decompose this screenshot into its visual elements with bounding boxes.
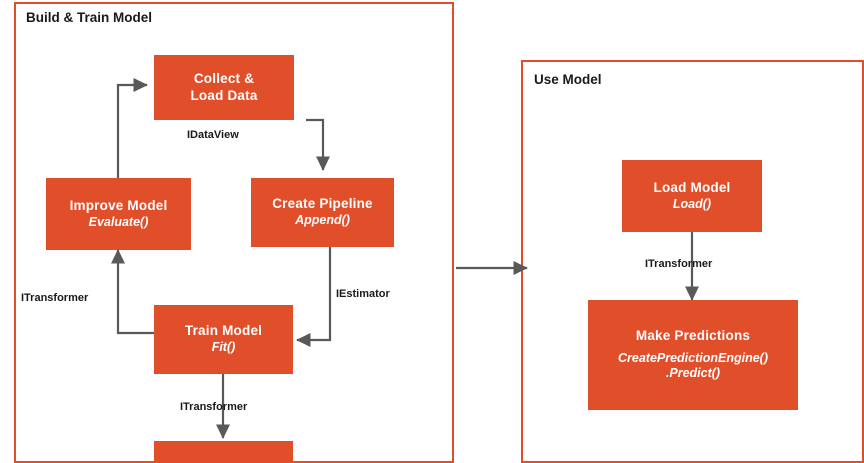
node-train-model-method: Fit() [211,340,236,355]
node-collect-load-data-title-line2: Load Data [190,87,258,103]
node-improve-model-method: Evaluate() [88,214,149,229]
node-bottom-cutoff[interactable] [154,441,293,463]
edge-label-itransformer-bottom: ITransformer [180,401,248,413]
node-load-model-title: Load Model [653,179,731,195]
edge-label-idataview: IDataView [187,129,239,141]
panel-build-train-model-title: Build & Train Model [22,10,156,25]
node-make-predictions[interactable] [588,300,798,410]
node-load-model-method: Load() [672,196,712,211]
node-improve-model-title: Improve Model [69,197,168,213]
node-create-pipeline-method: Append() [295,213,350,228]
node-train-model[interactable] [154,305,293,374]
edge-label-iestimator: IEstimator [336,288,390,300]
node-create-pipeline-title: Create Pipeline [272,196,373,212]
node-train-model-title: Train Model [184,323,263,339]
node-make-predictions-method-1: CreatePredictionEngine() [617,350,769,365]
panel-use-model-title: Use Model [530,72,606,87]
node-load-model[interactable] [622,160,762,232]
node-make-predictions-method-2: .Predict() [665,366,721,381]
edge-label-itransformer-left: ITransformer [21,292,89,304]
edge-label-itransformer-right: ITransformer [645,258,713,270]
node-collect-load-data-title-line1: Collect & [193,70,255,86]
node-create-pipeline[interactable] [251,178,394,247]
node-improve-model[interactable] [46,178,191,250]
node-collect-load-data[interactable] [154,55,294,120]
node-make-predictions-title: Make Predictions [635,327,751,343]
